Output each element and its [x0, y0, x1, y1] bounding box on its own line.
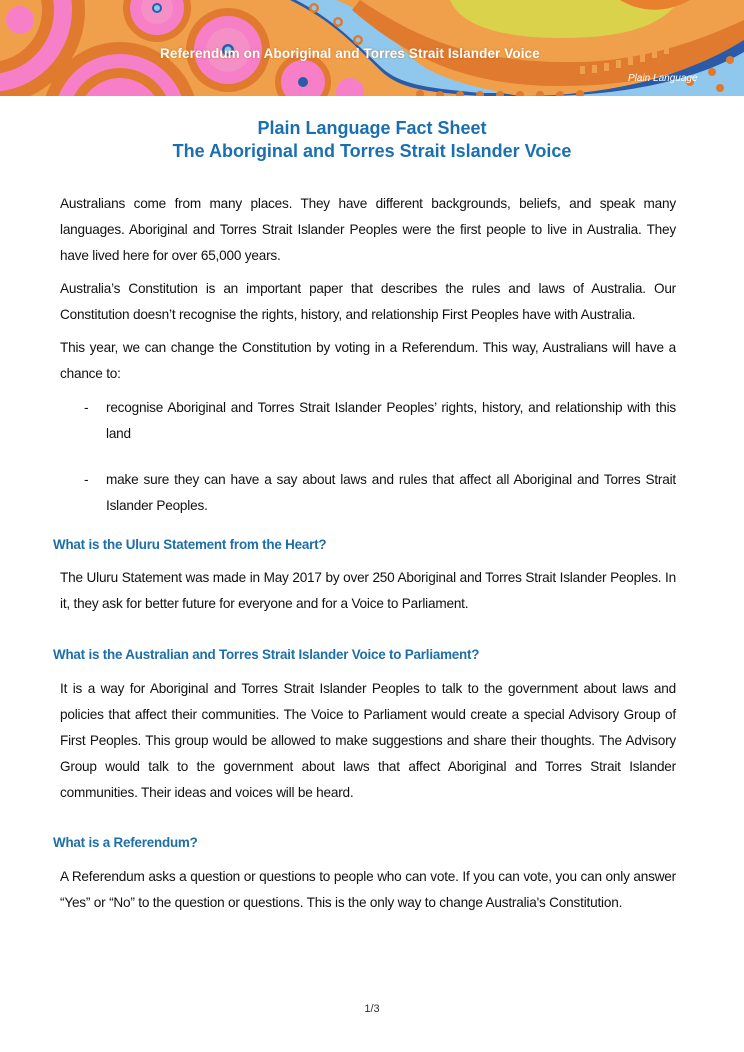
- section-heading-voice: What is the Australian and Torres Strait Islander Voice to Parliament?: [53, 647, 480, 662]
- section-body-uluru: The Uluru Statement was made in May 2017 by over 250 Aboriginal and Torres Strait Islander Peoples. In it, they ask for better future for everyone and for a Voice to Parliament.: [60, 570, 676, 611]
- banner-title: Referendum on Aboriginal and Torres Strait Islander Voice: [160, 46, 540, 61]
- document-title: Plain Language Fact Sheet: [257, 118, 487, 138]
- bullet-marker: -: [84, 400, 89, 415]
- intro-paragraph-3: This year, we can change the Constitution by voting in a Referendum. This way, Australians will have a chance to:: [60, 340, 676, 381]
- intro-paragraph-1: Australians come from many places. They have different backgrounds, beliefs, and speak many languages. Aboriginal and Torres Strait Islander Peoples were the first people to live in Australia. They have lived here for over 65,000 years.: [60, 196, 676, 263]
- banner-subtitle: Plain Language: [628, 73, 698, 84]
- bullet-marker: -: [84, 472, 89, 487]
- intro-paragraph-2: Australia’s Constitution is an important paper that describes the rules and laws of Australia. Our Constitution doesn’t recognise the rights, history, and relationship First Peoples have with Australia.: [60, 281, 676, 322]
- bullet-text: recognise Aboriginal and Torres Strait Islander Peoples’ rights, history, and relationship with this land: [106, 400, 676, 441]
- bullet-text: make sure they can have a say about laws and rules that affect all Aboriginal and Torres Strait Islander Peoples.: [106, 472, 676, 513]
- section-heading-referendum: What is a Referendum?: [53, 835, 198, 850]
- section-heading-uluru: What is the Uluru Statement from the Heart?: [53, 537, 327, 552]
- section-body-referendum: A Referendum asks a question or questions to people who can vote. If you can vote, you can only answer “Yes” or “No” to the question or questions. This is the only way to change Australia's Constitution.: [60, 869, 676, 910]
- document-subtitle: The Aboriginal and Torres Strait Islander Voice: [172, 141, 572, 161]
- page-number: 1/3: [364, 1003, 380, 1015]
- header-banner: [0, 0, 744, 96]
- section-body-voice: It is a way for Aboriginal and Torres Strait Islander Peoples to talk to the government about laws and policies that affect their communities. The Voice to Parliament would create a special Advisory Group of First Peoples. This group would be allowed to make suggestions and share their thoughts. The Advisory Group would talk to the government about laws that affect Aboriginal and Torres Strait Islander communities. Their ideas and voices will be heard.: [60, 681, 676, 800]
